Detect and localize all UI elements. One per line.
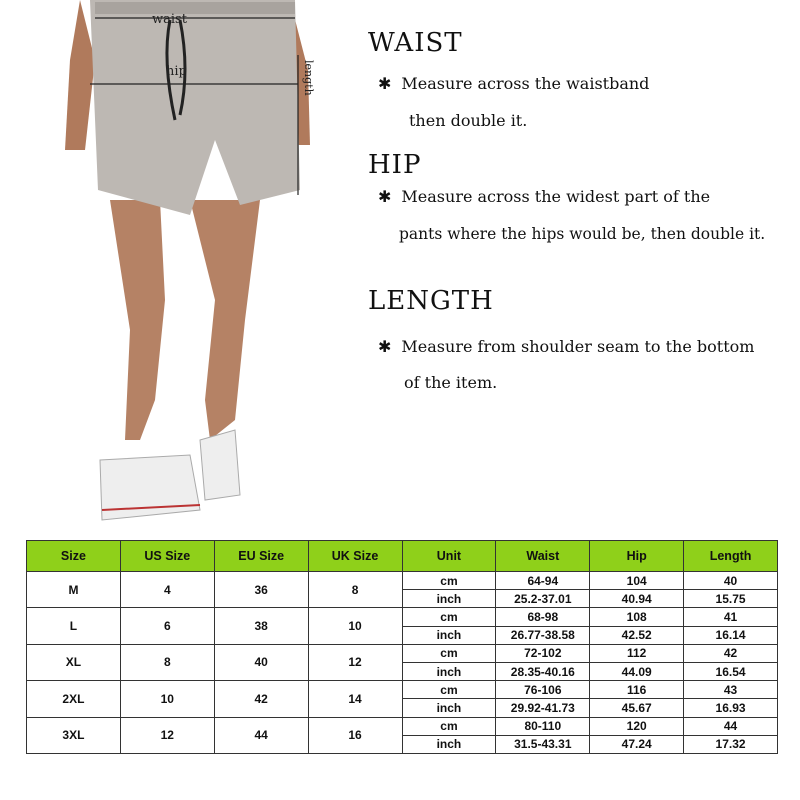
unit-cell: cm bbox=[402, 572, 496, 590]
unit-cell: cm bbox=[402, 644, 496, 662]
us-size-cell: 4 bbox=[120, 572, 214, 608]
column-header: Hip bbox=[590, 541, 684, 572]
length-instruction-1 bbox=[378, 337, 754, 356]
table-header-row bbox=[27, 541, 778, 572]
eu-size-cell: 44 bbox=[214, 717, 308, 753]
waist-cell: 80-110 bbox=[496, 717, 590, 735]
product-photo bbox=[40, 0, 340, 530]
column-header: Unit bbox=[402, 541, 496, 572]
waist-cell: 76-106 bbox=[496, 681, 590, 699]
waist-cell: 72-102 bbox=[496, 644, 590, 662]
length-cell: 16.93 bbox=[684, 699, 778, 717]
size-cell: XL bbox=[27, 644, 121, 680]
hip-instruction-2: pants where the hips would be, then double it. bbox=[399, 225, 766, 243]
column-header: EU Size bbox=[214, 541, 308, 572]
length-cell: 42 bbox=[684, 644, 778, 662]
hip-cell: 45.67 bbox=[590, 699, 684, 717]
uk-size-cell: 10 bbox=[308, 608, 402, 644]
size-cell: M bbox=[27, 572, 121, 608]
column-header: Size bbox=[27, 541, 121, 572]
column-header: US Size bbox=[120, 541, 214, 572]
waist-cell: 25.2-37.01 bbox=[496, 590, 590, 608]
length-label: length bbox=[302, 60, 315, 96]
uk-size-cell: 16 bbox=[308, 717, 402, 753]
hip-label: hip bbox=[166, 64, 187, 79]
waist-instruction-2: then double it. bbox=[409, 111, 528, 130]
table-row bbox=[27, 717, 778, 735]
unit-cell: inch bbox=[402, 735, 496, 753]
length-cell: 16.14 bbox=[684, 626, 778, 644]
waist-cell: 26.77-38.58 bbox=[496, 626, 590, 644]
size-cell: 2XL bbox=[27, 681, 121, 717]
hip-cell: 108 bbox=[590, 608, 684, 626]
waist-heading: WAIST bbox=[368, 28, 463, 58]
eu-size-cell: 40 bbox=[214, 644, 308, 680]
hip-cell: 42.52 bbox=[590, 626, 684, 644]
us-size-cell: 12 bbox=[120, 717, 214, 753]
uk-size-cell: 8 bbox=[308, 572, 402, 608]
hip-cell: 112 bbox=[590, 644, 684, 662]
hip-cell: 116 bbox=[590, 681, 684, 699]
waist-cell: 28.35-40.16 bbox=[496, 662, 590, 680]
length-cell: 17.32 bbox=[684, 735, 778, 753]
hip-cell: 104 bbox=[590, 572, 684, 590]
table-row bbox=[27, 644, 778, 662]
us-size-cell: 8 bbox=[120, 644, 214, 680]
instruction-text: Measure from shoulder seam to the bottom bbox=[401, 337, 755, 356]
bullet-icon: ✱ bbox=[378, 337, 392, 356]
eu-size-cell: 38 bbox=[214, 608, 308, 644]
length-cell: 15.75 bbox=[684, 590, 778, 608]
size-chart-table bbox=[26, 540, 778, 754]
uk-size-cell: 12 bbox=[308, 644, 402, 680]
uk-size-cell: 14 bbox=[308, 681, 402, 717]
column-header: UK Size bbox=[308, 541, 402, 572]
unit-cell: inch bbox=[402, 662, 496, 680]
waist-cell: 64-94 bbox=[496, 572, 590, 590]
length-instruction-2: of the item. bbox=[404, 373, 498, 392]
instruction-text: Measure across the waistband bbox=[401, 74, 650, 93]
size-cell: L bbox=[27, 608, 121, 644]
hip-cell: 40.94 bbox=[590, 590, 684, 608]
table-row bbox=[27, 608, 778, 626]
length-cell: 43 bbox=[684, 681, 778, 699]
hip-cell: 44.09 bbox=[590, 662, 684, 680]
eu-size-cell: 42 bbox=[214, 681, 308, 717]
bullet-icon: ✱ bbox=[378, 74, 392, 93]
eu-size-cell: 36 bbox=[214, 572, 308, 608]
length-cell: 41 bbox=[684, 608, 778, 626]
instruction-text: Measure across the widest part of the bbox=[401, 187, 711, 206]
hip-cell: 120 bbox=[590, 717, 684, 735]
hip-instruction-1 bbox=[378, 187, 710, 206]
bullet-icon: ✱ bbox=[378, 187, 392, 206]
size-cell: 3XL bbox=[27, 717, 121, 753]
waist-cell: 29.92-41.73 bbox=[496, 699, 590, 717]
waist-cell: 68-98 bbox=[496, 608, 590, 626]
us-size-cell: 10 bbox=[120, 681, 214, 717]
us-size-cell: 6 bbox=[120, 608, 214, 644]
length-cell: 44 bbox=[684, 717, 778, 735]
hip-cell: 47.24 bbox=[590, 735, 684, 753]
column-header: Length bbox=[684, 541, 778, 572]
length-cell: 16.54 bbox=[684, 662, 778, 680]
unit-cell: inch bbox=[402, 590, 496, 608]
table-row bbox=[27, 572, 778, 590]
unit-cell: cm bbox=[402, 608, 496, 626]
table-row bbox=[27, 681, 778, 699]
unit-cell: inch bbox=[402, 699, 496, 717]
length-cell: 40 bbox=[684, 572, 778, 590]
column-header: Waist bbox=[496, 541, 590, 572]
unit-cell: cm bbox=[402, 717, 496, 735]
model-figure bbox=[65, 0, 310, 520]
hip-heading: HIP bbox=[368, 150, 422, 180]
length-heading: LENGTH bbox=[368, 286, 494, 316]
waist-instruction-1 bbox=[378, 74, 649, 93]
unit-cell: inch bbox=[402, 626, 496, 644]
waist-label: waist bbox=[152, 12, 187, 27]
waist-cell: 31.5-43.31 bbox=[496, 735, 590, 753]
unit-cell: cm bbox=[402, 681, 496, 699]
